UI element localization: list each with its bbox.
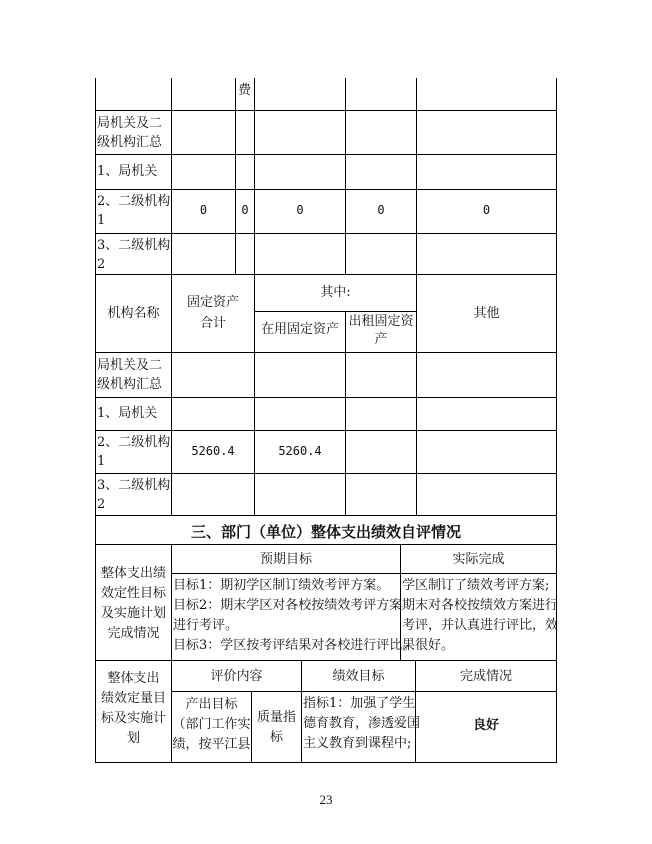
rule <box>95 352 557 353</box>
quantitative-row-label: 绩效定量目 <box>100 691 166 706</box>
top-row-label: 3、二级机构 <box>97 238 171 253</box>
header-org-name: 机构名称 <box>107 306 160 321</box>
header-content: 评价内容 <box>210 669 263 684</box>
header-completion: 完成情况 <box>459 669 512 684</box>
quantitative-row-label: 标及实施计 <box>100 711 166 726</box>
expected-line: 目标3：学区按考评结果对各校进行评比。 <box>173 638 416 653</box>
top-row-label: 1 <box>97 213 106 228</box>
rule <box>95 189 557 190</box>
header-other: 其他 <box>473 306 500 321</box>
expected-header: 预期目标 <box>259 552 312 567</box>
asset-row-label: 2 <box>97 497 106 512</box>
rule <box>95 515 557 516</box>
expected-line: 目标2：期末学区对各校按绩效考评方案 <box>173 598 403 613</box>
actual-line: 考评，并认真进行评比，效 <box>402 618 559 633</box>
rule <box>556 78 557 274</box>
rule <box>95 110 557 111</box>
asset-row-label: 级机构汇总 <box>97 377 163 392</box>
actual-line: 果很好。 <box>402 638 455 653</box>
rule <box>95 473 557 474</box>
actual-header: 实际完成 <box>452 552 505 567</box>
header-of-which: 其中: <box>320 285 351 300</box>
top-row-label: 2 <box>97 257 106 272</box>
top-cell-value: 0 <box>296 203 304 217</box>
asset-row-label: 1 <box>97 454 106 469</box>
rule <box>556 515 557 545</box>
top-cell-value: 0 <box>199 203 208 217</box>
indicator-line: 指标1：加强了学生 <box>303 696 416 711</box>
output-target: 绩，按平江县 <box>172 737 251 752</box>
asset-in-use-value: 5260.4 <box>278 444 322 458</box>
output-target: （部门工作实 <box>172 717 251 732</box>
rule <box>95 78 96 274</box>
header-fixed-total: 固定资产 <box>186 295 239 310</box>
quantitative-row-label: 划 <box>126 731 140 746</box>
asset-row-label: 局机关及二 <box>97 358 163 373</box>
asset-fixed-total-value: 5260.4 <box>191 444 235 458</box>
rule <box>95 430 557 431</box>
rule <box>95 660 557 661</box>
header-in-use: 在用固定资产 <box>260 322 339 337</box>
rule <box>95 233 557 234</box>
completion-value: 良好 <box>472 718 499 733</box>
actual-line: 学区制订了绩效考评方案; <box>402 578 550 593</box>
rule <box>556 274 557 515</box>
top-cell-value: 0 <box>241 203 249 217</box>
asset-row-label: 2、二级机构 <box>97 435 171 450</box>
indicator-line: 德育教育，渗透爱国 <box>303 716 421 731</box>
top-cell-value: 0 <box>482 203 491 217</box>
header-target: 绩效目标 <box>332 669 385 684</box>
top-row-label: 级机构汇总 <box>97 135 163 150</box>
rule <box>345 78 346 274</box>
top-row-label: 1、局机关 <box>97 164 158 179</box>
top-row-label: 2、二级机构 <box>97 194 171 209</box>
top-cell-value: 0 <box>377 203 385 217</box>
rule <box>95 154 557 155</box>
header-rented: 出租固定资 <box>348 314 414 329</box>
asset-row-label: 3、二级机构 <box>97 478 171 493</box>
expected-line: 进行考评。 <box>173 618 239 633</box>
rule <box>171 78 172 274</box>
quantitative-row-label: 整体支出 <box>107 671 160 686</box>
actual-line: 期末对各校按绩效方案进行 <box>402 598 559 613</box>
fee-header-fragment: 费 <box>238 83 252 98</box>
expected-line: 目标1：期初学区制订绩效考评方案。 <box>173 578 390 593</box>
rule <box>95 274 557 275</box>
section-title: 三、部门（单位）整体支出绩效自评情况 <box>190 523 461 541</box>
page-number: 23 <box>319 792 333 807</box>
header-rented: 产 <box>374 332 388 347</box>
quality-indicator: 质量指 <box>256 710 296 725</box>
header-fixed-total: 合计 <box>199 316 226 331</box>
output-target: 产出目标 <box>185 697 238 712</box>
asset-row-label: 1、局机关 <box>97 406 158 421</box>
rule <box>95 762 557 763</box>
rule <box>172 573 557 574</box>
rule <box>254 274 255 515</box>
rule <box>235 78 236 274</box>
rule <box>254 78 255 274</box>
rule <box>172 691 557 692</box>
rule <box>95 544 557 545</box>
qualitative-row-label: 效定性目标 <box>100 586 166 601</box>
rule <box>556 660 557 762</box>
qualitative-row-label: 整体支出绩 <box>100 566 166 581</box>
rule <box>416 78 417 274</box>
rule <box>95 397 557 398</box>
quality-indicator: 标 <box>269 730 283 745</box>
indicator-line: 主义教育到课程中; <box>303 736 412 751</box>
qualitative-row-label: 及实施计划 <box>100 606 166 621</box>
top-row-label: 局机关及二 <box>97 116 163 131</box>
qualitative-row-label: 完成情况 <box>107 626 160 641</box>
